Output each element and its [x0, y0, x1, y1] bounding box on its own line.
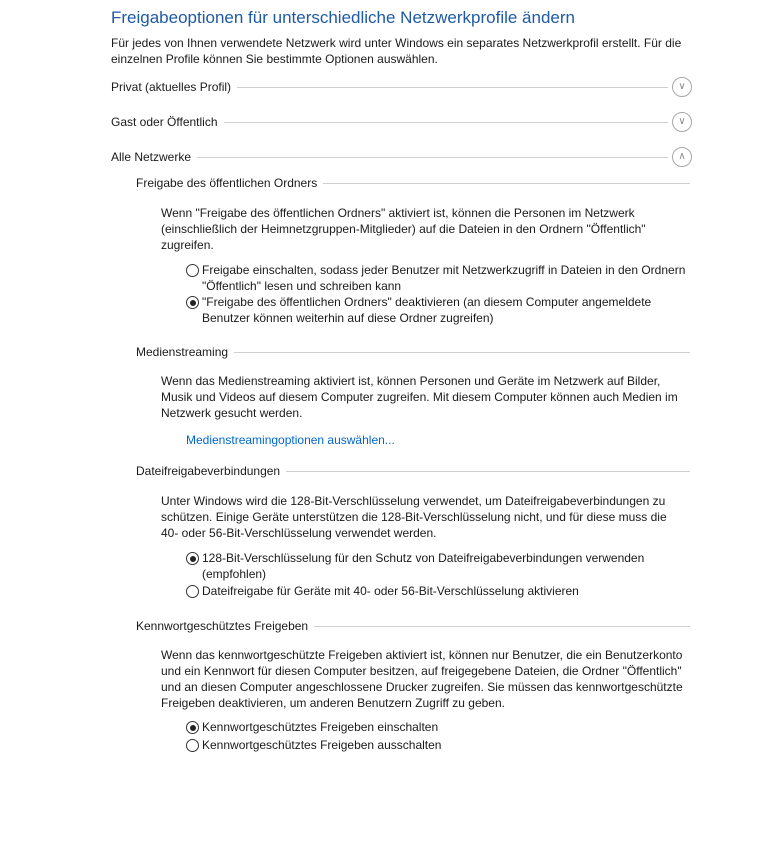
profile-label: Gast oder Öffentlich [111, 115, 218, 129]
profile-privat[interactable] [111, 77, 692, 97]
section-media-heading [136, 344, 690, 360]
page-title: Freigabeoptionen für unterschiedliche Netzwerkprofile ändern [111, 8, 575, 27]
chevron-up-icon[interactable]: ∧ [672, 147, 692, 167]
radio-label: 128-Bit-Verschlüsselung für den Schutz von Dateifreigabeverbindungen verwenden (empfohlen) [202, 551, 645, 581]
divider [197, 157, 668, 158]
radio-button[interactable] [186, 296, 199, 309]
radio-password-on[interactable] [186, 719, 686, 735]
divider [234, 352, 690, 353]
radio-public-folder-off[interactable] [186, 294, 686, 326]
public-folder-text: Wenn "Freigabe des öffentlichen Ordners" aktiviert ist, können die Personen im Netzwerk (einschließlich der Heimnetzgruppen-Mitglieder) auf die Dateien in den Ordnern "Öffentlich" zugreifen. [161, 206, 646, 252]
page-description: Für jedes von Ihnen verwendete Netzwerk wird unter Windows ein separates Netzwerkprofil erstellt. Für die einzelnen Profile können Sie bestimmte Optionen auswählen. [111, 36, 682, 66]
radio-button[interactable] [186, 552, 199, 565]
file-sharing-text: Unter Windows wird die 128-Bit-Verschlüsselung verwendet, um Dateifreigabeverbindungen zu schützen. Einige Geräte unterstützen die 128-Bit-Verschlüsselung nicht, und für diese muss die 40- oder 56-Bit-Verschlüsselung verwendet werden. [161, 494, 667, 540]
section-file-sharing-heading [136, 463, 690, 479]
divider [224, 122, 669, 123]
radio-40-56bit[interactable] [186, 583, 686, 599]
section-heading: Medienstreaming [136, 345, 229, 359]
radio-button[interactable] [186, 721, 199, 734]
radio-label: Kennwortgeschütztes Freigeben ausschalten [202, 738, 442, 752]
section-heading: Kennwortgeschütztes Freigeben [136, 619, 309, 633]
radio-label: Freigabe einschalten, sodass jeder Benutzer mit Netzwerkzugriff in Dateien in den Ordnern "Öffentlich" lesen und schreiben kann [202, 263, 686, 293]
divider [286, 471, 690, 472]
media-text: Wenn das Medienstreaming aktiviert ist, können Personen und Geräte im Netzwerk auf Bilder, Musik und Videos auf diesem Computer zugreifen. Mit diesem Computer können auch Medien im Netzwerk gesucht werden. [161, 374, 678, 420]
section-heading: Dateifreigabeverbindungen [136, 464, 281, 478]
section-heading: Freigabe des öffentlichen Ordners [136, 176, 318, 190]
radio-button[interactable] [186, 585, 199, 598]
media-streaming-options-link[interactable]: Medienstreamingoptionen auswählen... [186, 433, 395, 447]
chevron-down-icon[interactable]: ∨ [672, 112, 692, 132]
divider [323, 183, 690, 184]
divider [314, 626, 690, 627]
profile-label: Privat (aktuelles Profil) [111, 80, 232, 94]
radio-button[interactable] [186, 264, 199, 277]
radio-label: Kennwortgeschütztes Freigeben einschalten [202, 720, 439, 734]
radio-public-folder-on[interactable] [186, 262, 686, 294]
profile-label: Alle Netzwerke [111, 150, 192, 164]
profile-all-networks[interactable] [111, 147, 692, 167]
chevron-down-icon[interactable]: ∨ [672, 77, 692, 97]
section-public-folder-heading [136, 175, 690, 191]
section-password-heading [136, 618, 690, 634]
divider [237, 87, 668, 88]
radio-label: Dateifreigabe für Geräte mit 40- oder 56-Bit-Verschlüsselung aktivieren [202, 584, 579, 598]
radio-button[interactable] [186, 739, 199, 752]
radio-label: "Freigabe des öffentlichen Ordners" deaktivieren (an diesem Computer angemeldete Benutzer können weiterhin auf diese Ordner zugreifen) [202, 295, 652, 325]
password-text: Wenn das kennwortgeschützte Freigeben aktiviert ist, können nur Benutzer, die ein Benutzerkonto und ein Kennwort für diesen Computer besitzen, auf freigegebene Dateien, die Ordner "Öffentlich" und an diesen Computer angeschlossene Drucker zugreifen. Sie müssen das kennwortgeschützte Freigeben deaktivieren, um anderen Benutzern Zugriff zu geben. [161, 648, 683, 710]
radio-password-off[interactable] [186, 737, 686, 753]
radio-128bit[interactable] [186, 550, 656, 582]
profile-guest-public[interactable] [111, 112, 692, 132]
